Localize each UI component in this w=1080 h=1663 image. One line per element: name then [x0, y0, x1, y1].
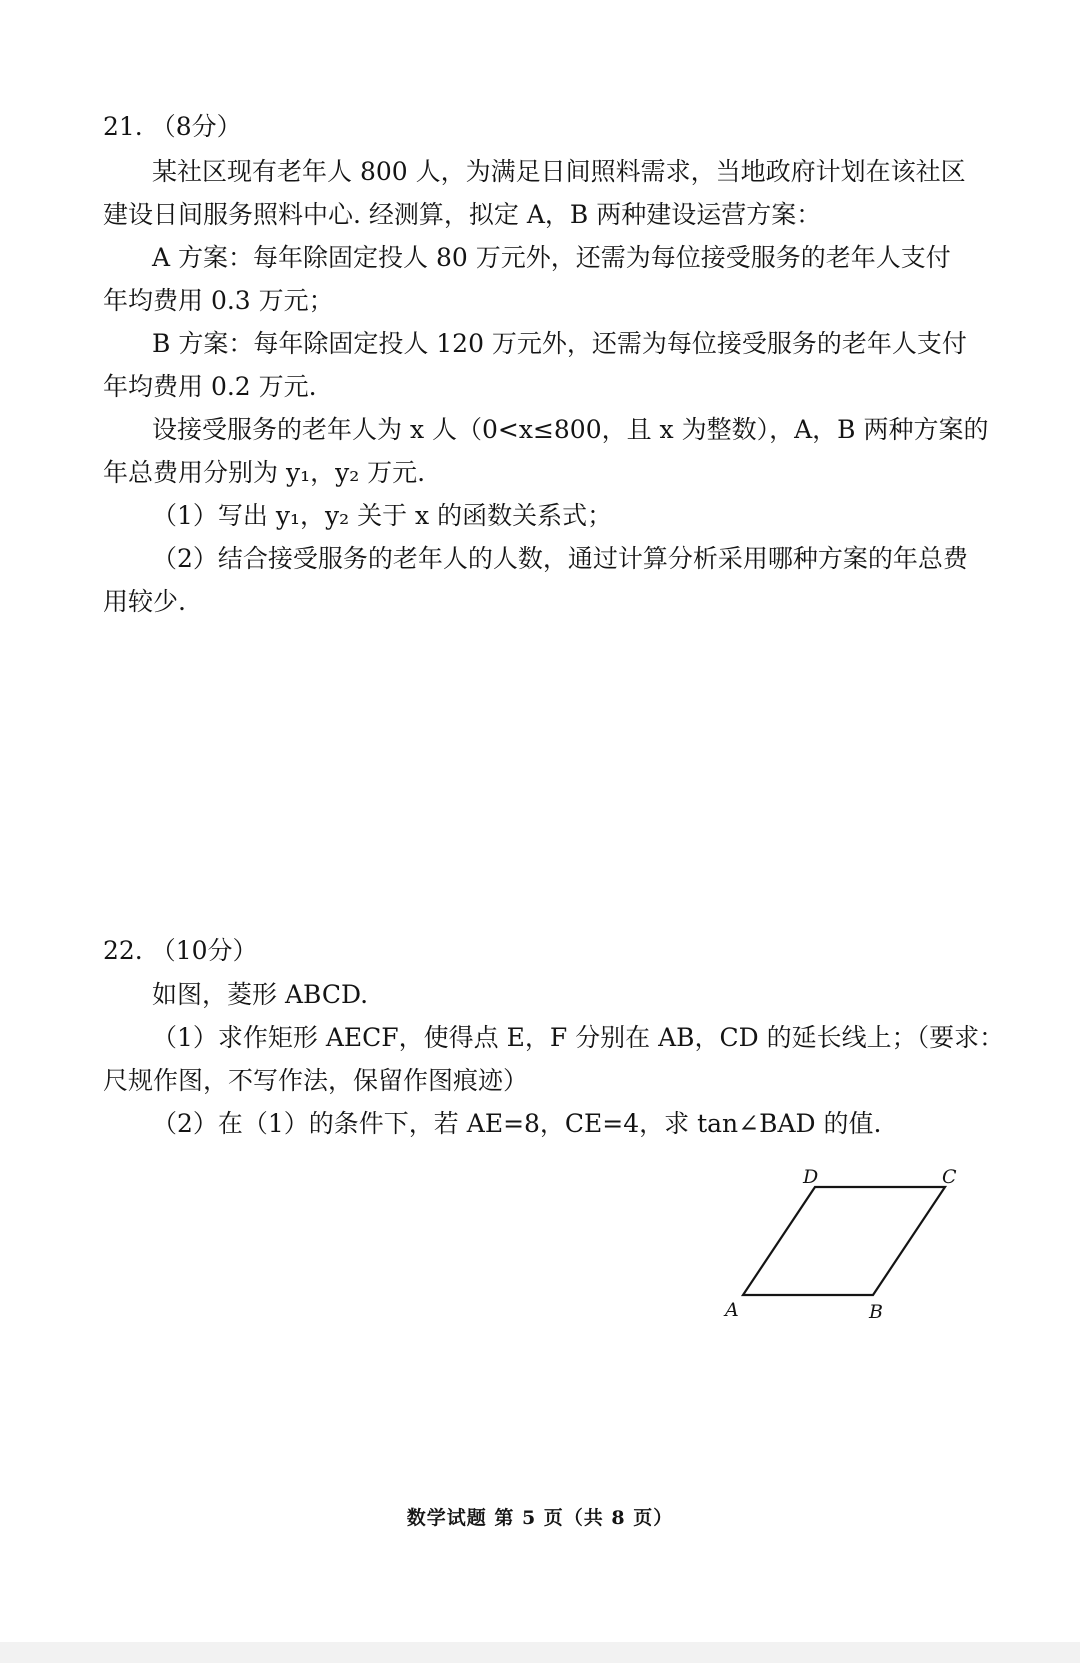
q21-part-2-cont: 用较少.: [103, 587, 186, 616]
q21-part-2: （2）结合接受服务的老年人的人数，通过计算分析采用哪种方案的年总费: [152, 544, 968, 573]
rhombus-abcd-shape: [743, 1187, 945, 1295]
vertex-label-a: A: [725, 1299, 739, 1321]
scan-bottom-edge: [0, 1642, 1080, 1663]
q21-line-5: B 方案：每年除固定投人 120 万元外，还需为每位接受服务的老年人支付: [152, 329, 967, 358]
q21-line-3: A 方案：每年除固定投人 80 万元外，还需为每位接受服务的老年人支付: [152, 243, 951, 272]
vertex-label-d: D: [803, 1166, 819, 1188]
q22-part-2: （2）在（1）的条件下，若 AE=8，CE=4，求 tan∠BAD 的值.: [152, 1109, 882, 1138]
q21-line-7: 设接受服务的老年人为 x 人（0<x≤800，且 x 为整数），A，B 两种方案的: [152, 415, 989, 444]
q21-line-4: 年均费用 0.3 万元；: [103, 286, 334, 315]
q21-line-1: 某社区现有老年人 800 人，为满足日间照料需求，当地政府计划在该社区: [152, 157, 966, 186]
vertex-label-b: B: [869, 1301, 883, 1323]
q21-line-2: 建设日间服务照料中心. 经测算，拟定 A，B 两种建设运营方案：: [103, 200, 822, 229]
page-footer: 数学试题 第 5 页（共 8 页）: [406, 1507, 674, 1529]
rhombus-figure: [715, 1157, 965, 1323]
q22-header: 22. （10分）: [103, 936, 258, 965]
q21-header: 21. （8分）: [103, 112, 242, 141]
q22-part-1-cont: 尺规作图，不写作法，保留作图痕迹）: [103, 1066, 529, 1095]
vertex-label-c: C: [942, 1166, 957, 1188]
q21-line-6: 年均费用 0.2 万元.: [103, 372, 317, 401]
q21-part-1: （1）写出 y₁，y₂ 关于 x 的函数关系式；: [152, 501, 613, 530]
q22-part-1: （1）求作矩形 AECF，使得点 E，F 分别在 AB，CD 的延长线上；（要求：: [152, 1023, 1005, 1052]
q21-line-8: 年总费用分别为 y₁，y₂ 万元.: [103, 458, 426, 487]
q22-line-1: 如图，菱形 ABCD.: [152, 980, 369, 1009]
